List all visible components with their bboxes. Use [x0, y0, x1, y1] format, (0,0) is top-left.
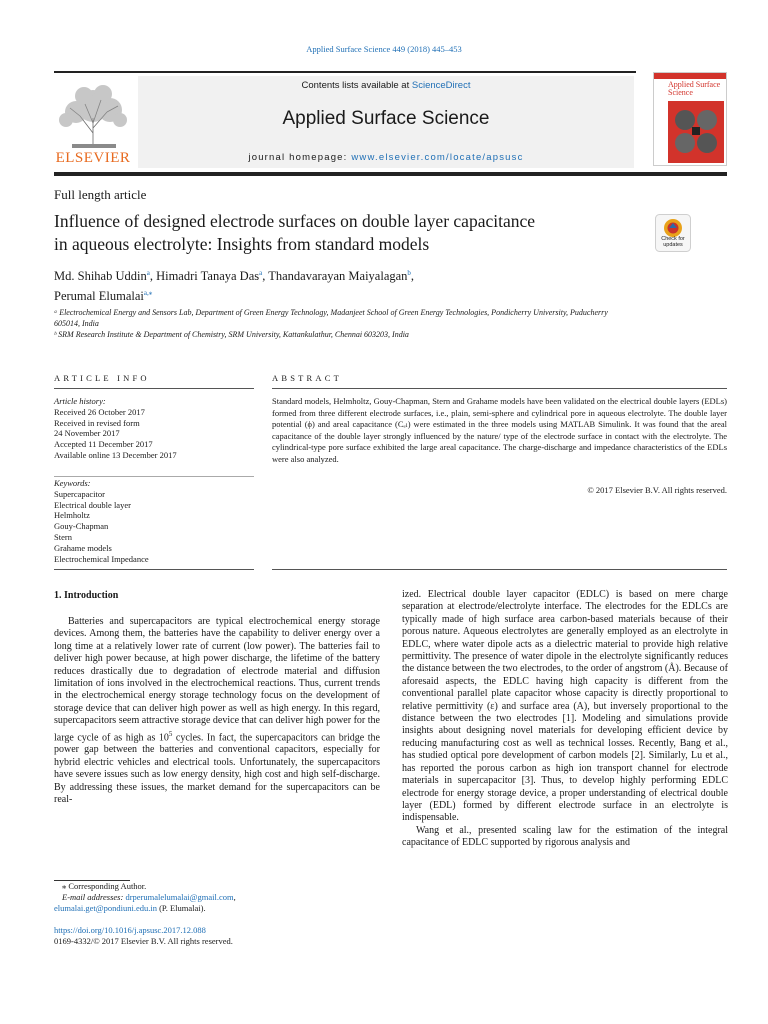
email-label: E-mail addresses:	[62, 892, 126, 902]
history-item: Available online 13 December 2017	[54, 449, 177, 460]
contents-prefix: Contents lists available at	[301, 80, 412, 91]
crossmark-label: Check for updates	[661, 236, 685, 248]
keyword-item: Helmholtz	[54, 510, 90, 521]
history-item: Received in revised form	[54, 417, 140, 428]
email-suffix: (P. Elumalai).	[156, 903, 206, 913]
section-heading-introduction: 1. Introduction	[54, 590, 119, 601]
history-label: Article history:	[54, 396, 106, 406]
corresponding-author-note: ⁎ Corresponding Author.	[62, 881, 147, 891]
article-history	[54, 396, 254, 461]
article-info-heading: ARTICLE INFO	[54, 373, 150, 383]
author-list: Md. Shihab Uddin$^a$, Himadri Tanaya Das$^a$, Thandavarayan Maiyalagan$^b$, Perumal Elumalai$^{a,⁎}$	[54, 269, 415, 304]
issn-line: 0169-4332/© 2017 Elsevier B.V. All rights reserved.	[54, 936, 233, 946]
keywords	[54, 478, 254, 564]
author-name[interactable]: Thandavarayan Maiyalagan	[268, 269, 408, 284]
elsevier-wordmark: ELSEVIER	[55, 150, 131, 166]
cover-title: Applied Surface Science	[668, 80, 721, 97]
keywords-divider	[54, 476, 254, 477]
paper-title	[54, 210, 644, 256]
author-affiliation-mark: a	[259, 269, 263, 277]
author-name[interactable]: Md. Shihab Uddin	[54, 269, 147, 284]
article-type: Full length article	[54, 187, 147, 202]
body-text: Batteries and supercapacitors are typical electrochemical energy storage devices. Among them, the batteries have the capability to deliver energy over a long time at a relatively lower rate of current (low power). The batteries fail to deliver high power because, at high power discharge, the lifetime of the battery reduces drastically due to degradation of electrode material and diffusion limitation of ions involved in the electrochemical reactions. Thus, current trends in the electrochemical energy storage technology focus on the development of storage device that can deliver high power as well as high energy. In this regard, supercapacitors seem attractive storage device that can deliver high power for the large cycle of as high as 10	[54, 616, 380, 743]
author-affiliation-mark: a	[146, 269, 150, 277]
cover-art	[672, 107, 720, 157]
journal-cover-thumbnail	[653, 72, 727, 166]
keyword-item: Gouy-Chapman	[54, 521, 109, 532]
paper-title-line-2: in aqueous electrolyte: Insights from standard models	[54, 234, 430, 254]
body-column-left	[54, 616, 380, 806]
paper-title-line-1: Influence of designed electrode surfaces on double layer capacitance	[54, 211, 536, 231]
email-link[interactable]: drperumalelumalai@gmail.com	[125, 892, 234, 902]
article-info-bottom-rule	[54, 569, 254, 570]
history-item: 24 November 2017	[54, 428, 120, 439]
abstract-heading: ABSTRACT	[272, 373, 342, 383]
affiliation-a: ᵃ Electrochemical Energy and Sensors Lab, Department of Green Energy Technology, Madanjeet School of Green Energy Technologies, Pondicherry University, Puducherry 605014, India	[54, 308, 608, 328]
author-name[interactable]: Himadri Tanaya Das	[156, 269, 260, 284]
author-name[interactable]: Perumal Elumalai	[54, 289, 144, 304]
article-info-rule	[54, 388, 254, 389]
body-paragraph: ized. Electrical double layer capacitor (EDLC) is based on mere charge separation at electrode/electrolyte interface. The electrodes for the EDLCs are typically made of high surface area carbon-based materials because of their porous nature. Aqueous electrolytes are generally employed as an electrolyte in EDLC, where water dipole acts as a dielectric material to provide high relative permittivity. The presence of water dipole in the electrolyte significantly reduces the distance between the two electrodes, to the order of angstrom (Å). Because of aforesaid aspects, the EDLC having high capacity is different from the conventional parallel plate capacitor whose capacity is directly proportional to relative permittivity (ε) and surface area (A), but inversely proportional to the distance between the two electrodes [1]. Modeling and simulations provide insights about designing novel materials for developing efficient device by reducing manufacturing cost as well as technical losses. Recently, Bang et al., has studied optical pore development of carbon models [2]. Similarly, Lu et al., has reported the porous carbon as high ion transport channel for electrode materials in supercapacitor [3]. Thus, to develop highly performing EDLC electrode for energy storage device, a proper understanding of electrical double layer (EDL) formed by different electrode surface in an electrolyte is indispensable.	[402, 589, 728, 824]
abstract-rule	[272, 388, 727, 389]
copyright-notice: © 2017 Elsevier B.V. All rights reserved.	[587, 485, 727, 495]
journal-title: Applied Surface Science	[282, 108, 490, 129]
keyword-item: Stern	[54, 531, 72, 542]
homepage-prefix: journal homepage:	[248, 152, 352, 163]
body-paragraph: Wang et al., presented scaling law for the estimation of the integral capacitance of EDLC supported by rigorous analysis and	[402, 824, 728, 849]
doi-link[interactable]: https://doi.org/10.1016/j.apsusc.2017.12.088	[54, 925, 206, 935]
footnotes: ⁎ Corresponding Author. E-mail addresses: drperumalelumalai@gmail.com, elumalai.get@pondiuni.edu.in (P. Elumalai).	[54, 881, 380, 914]
keyword-item: Grahame models	[54, 542, 112, 553]
history-item: Received 26 October 2017	[54, 406, 145, 417]
abstract-bottom-rule	[272, 569, 727, 570]
abstract-text: Standard models, Helmholtz, Gouy-Chapman, Stern and Grahame models have been validated on the electrical double layers (EDLs) formed from three different electrode surfaces, i.e., plain, semi-sphere and cylindrical pore in aqueous electrolyte. The double layer potential (ϕ) and areal capacitance (Cₑₗ) were estimated in the three models using MATLAB Simulink. It was found that the areal capacitance of the double layer strongly influenced by the nature/ type of the electrode surface in contact with the electrolyte. The cylindrical-type pore surface exhibited the large areal capacitance. The charge-discharge and impedance characteristics of the EDLs were also analyzed.	[272, 396, 727, 464]
affiliation-b: ᵇ SRM Research Institute & Department of Chemistry, SRM University, Kattankulathur, Chennai 603203, India	[54, 330, 409, 339]
contents-line	[138, 80, 634, 91]
masthead-bottom-rule	[54, 172, 727, 176]
body-text: cycles. In fact, the supercapacitors can bridge the power gap between the batteries and conventional capacitors, especially for hybrid electric vehicles and electrical tools. Unfortunately, the supercapacitors have severe issues such as low energy density, high cost and high self-discharge. By addressing these issues, the market demand for the supercapacitors can be real-	[54, 731, 380, 806]
body-column-right	[402, 589, 728, 850]
author-affiliation-mark: b	[407, 269, 411, 277]
keyword-item: Electrochemical Impedance	[54, 553, 149, 564]
email-link[interactable]: elumalai.get@pondiuni.edu.in	[54, 903, 157, 913]
history-item: Accepted 11 December 2017	[54, 439, 153, 450]
keyword-item: Supercapacitor	[54, 488, 105, 499]
sciencedirect-link[interactable]: ScienceDirect	[411, 80, 471, 91]
keyword-item: Electrical double layer	[54, 499, 131, 510]
homepage-line	[138, 152, 634, 163]
author-affiliation-mark: a,⁎	[143, 289, 153, 298]
masthead-top-rule	[54, 71, 636, 73]
journal-citation[interactable]: Applied Surface Science 449 (2018) 445–453	[306, 44, 462, 54]
doi-block	[54, 925, 380, 947]
superscript-exponent: 5	[168, 729, 173, 738]
homepage-link[interactable]: www.elsevier.com/locate/apsusc	[351, 152, 524, 163]
affiliations	[54, 307, 614, 340]
keywords-label: Keywords:	[54, 478, 91, 488]
